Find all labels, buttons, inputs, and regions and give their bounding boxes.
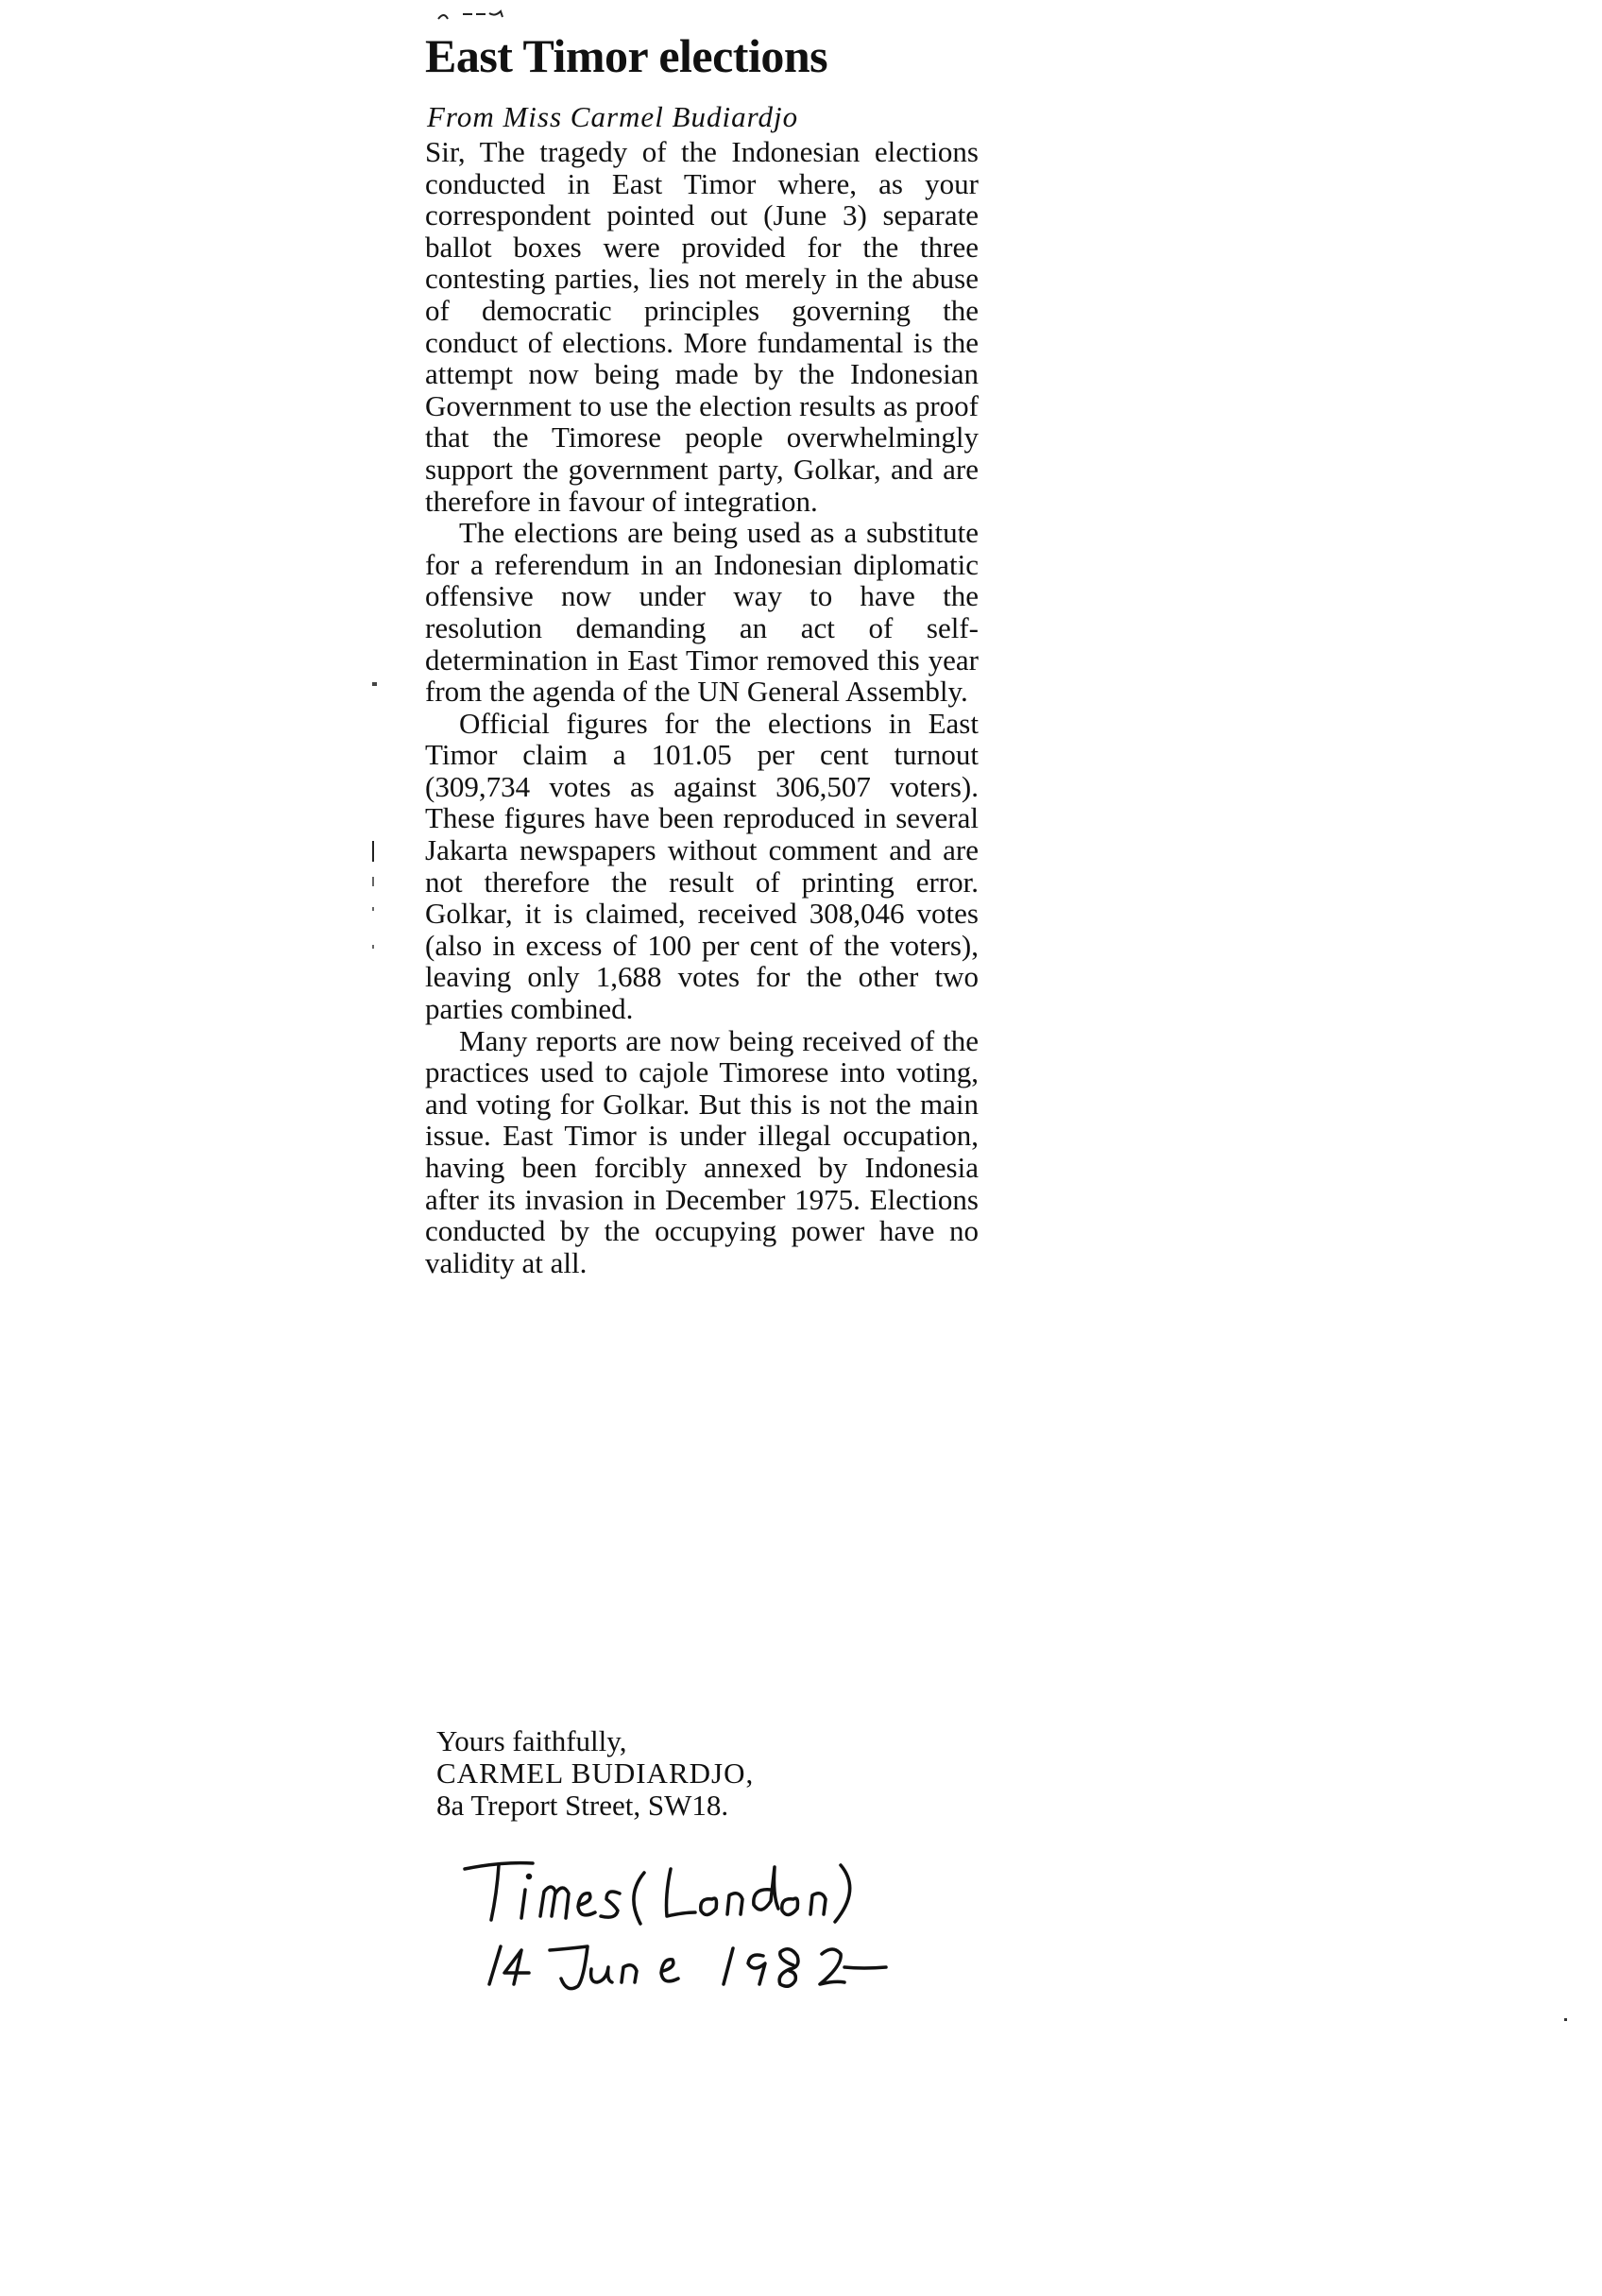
margin-tick-mark [372, 907, 374, 911]
letter-body [425, 136, 979, 1278]
paragraph-1: Sir, The tragedy of the Indonesian elections conducted in East Timor where, as your correspondent pointed out (June 3) separate ballot boxes were provided for the three contesting parties, lies not merely in the abuse of democratic principles governing the conduct of elections. More fundamental is the attempt now being made by the Indonesian Government to use the election results as proof that the Timorese people overwhelmingly support the government party, Golkar, and are therefore in favour of integration. [425, 135, 979, 518]
headline: East Timor elections [425, 29, 828, 82]
paragraph-2: The elections are being used as a substitute for a referendum in an Indonesian diplomatic offensive now under way to have the resolution demanding an act of self-determination in East Timor removed this year from the agenda of the UN General Assembly. [425, 516, 979, 709]
closing-line: Yours faithfully, [436, 1724, 627, 1757]
margin-tick-mark [372, 877, 374, 886]
margin-tick-mark [372, 682, 377, 686]
handwriting-line-1 [465, 1863, 850, 1924]
handwritten-source-note [459, 1852, 988, 2003]
paragraph-4: Many reports are now being received of the practices used to cajole Timorese into voting, and voting for Golkar. But this is not the main issue. East Timor is under illegal occupation, having been forcibly annexed by Indonesia after its invasion in December 1975. Elections conducted by the occupying power have no validity at all. [425, 1023, 979, 1279]
letter-signoff [436, 1725, 754, 1822]
signature-name: CARMEL BUDIARDJO, [436, 1756, 755, 1790]
address-line: 8a Treport Street, SW18. [436, 1789, 729, 1822]
scan-speck [1564, 2018, 1567, 2021]
corner-scribble-mark [435, 6, 520, 26]
margin-tick-mark [372, 945, 374, 949]
margin-tick-mark [372, 841, 374, 862]
paragraph-3: Official figures for the elections in East Timor claim a 101.05 per cent turnout (309,734 votes as against 306,507 voters). These figures have been reproduced in several Jakarta newspapers without comment and are not therefore the result of printing error. Golkar, it is claimed, received 308,046 votes (also in excess of 100 per cent of the voters), leaving only 1,688 votes for the other two parties combined. [425, 706, 979, 1026]
handwriting-line-2 [489, 1946, 886, 1989]
byline: From Miss Carmel Budiardjo [427, 100, 799, 133]
